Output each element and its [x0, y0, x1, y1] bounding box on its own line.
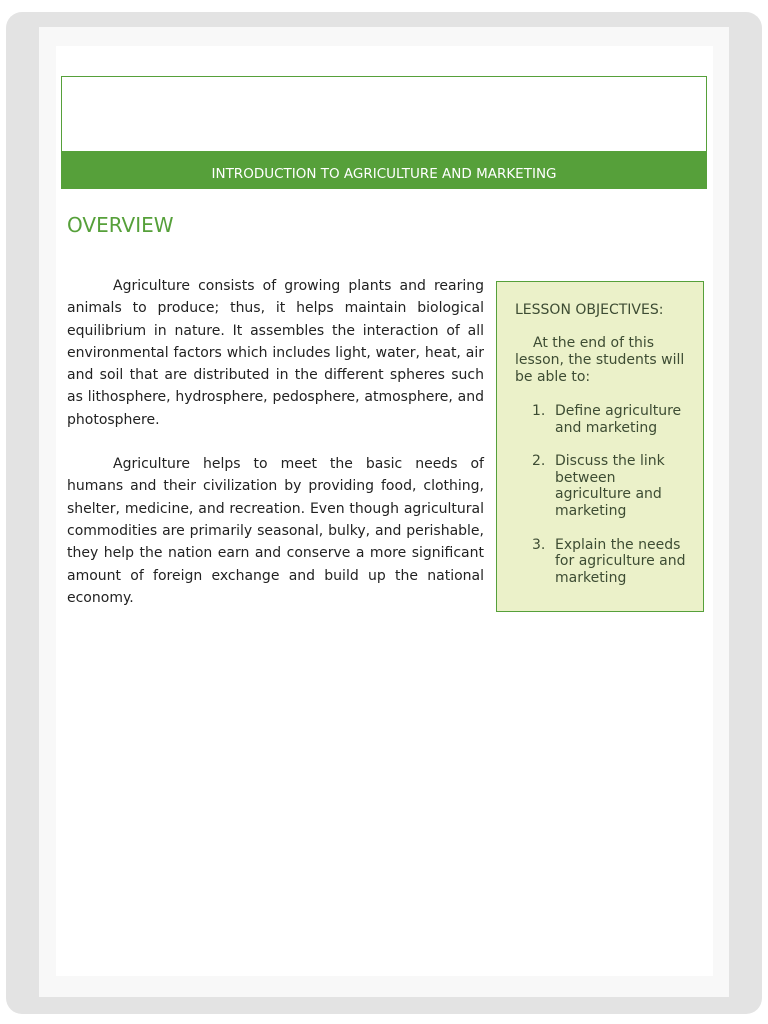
objective-item — [515, 537, 689, 587]
objective-text: Define agriculture and marketing — [555, 403, 682, 436]
title-box — [61, 76, 707, 189]
lesson-objectives-heading: LESSON OBJECTIVES: — [515, 302, 664, 318]
overview-heading: OVERVIEW — [67, 213, 174, 237]
objective-item — [515, 453, 689, 519]
lesson-objectives-intro: At the end of this lesson, the students will be able to: — [515, 335, 685, 385]
overview-paragraph-2: Agriculture helps to meet the basic needs of humans and their civilization by providing food, clothing, shelter, medicine, and recreation. Even though agricultural commodities are primarily seasonal, bulky, and perishable, they help the nation earn and conserve a more significant amount of foreign exchange and build up the national economy. — [67, 456, 484, 606]
objective-text: Explain the needs for agriculture and marketing — [555, 536, 686, 586]
objective-text: Discuss the link between agriculture and marketing — [555, 453, 665, 519]
overview-body — [67, 275, 484, 631]
title-band — [62, 151, 706, 188]
overview-paragraph-1: Agriculture consists of growing plants and rearing animals to produce; thus, it helps maintain biological equilibrium in nature. It assembles the interaction of all environmental factors which includes light, water, heat, air and soil that are distributed in the different spheres such as lithosphere, hydrosphere, pedosphere, atmosphere, and photosphere. — [67, 278, 484, 428]
lesson-objectives-list — [515, 403, 689, 586]
lesson-objectives-box — [496, 281, 704, 612]
objective-number: 3. — [532, 536, 546, 553]
objective-number: 1. — [532, 403, 546, 419]
objective-item — [515, 403, 689, 436]
title-band-text: INTRODUCTION TO AGRICULTURE AND MARKETING — [211, 166, 557, 182]
objective-number: 2. — [532, 453, 546, 470]
